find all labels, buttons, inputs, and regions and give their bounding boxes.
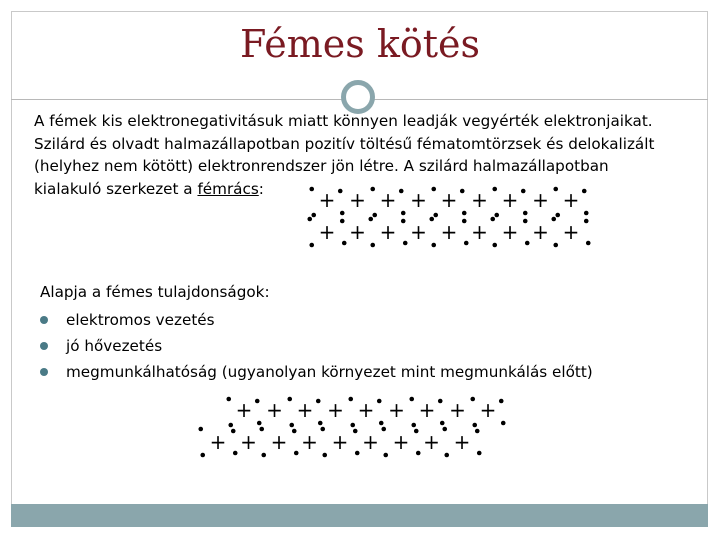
electron-dot — [431, 187, 436, 192]
metal-ion: + — [479, 398, 497, 422]
footer-bar — [11, 504, 708, 527]
metal-ion: + — [453, 430, 471, 454]
intro-line-4-suffix: : — [258, 179, 264, 198]
property-text: jó hővezetés — [66, 337, 163, 355]
metal-ion: + — [418, 398, 436, 422]
electron-dot — [353, 429, 358, 434]
properties-list — [40, 307, 593, 385]
electron-dot — [259, 427, 264, 432]
electron-dot — [340, 211, 345, 216]
electron-dot — [460, 189, 465, 194]
metal-ion: + — [501, 188, 519, 212]
metal-ion: + — [410, 188, 427, 212]
electron-dot — [348, 397, 353, 402]
metal-ion: + — [388, 398, 405, 422]
electron-dot — [501, 421, 506, 426]
metal-ion: + — [270, 430, 288, 454]
electron-dot — [289, 423, 294, 428]
metal-ion: + — [349, 220, 366, 244]
property-text: megmunkálhatóság (ugyanolyan környezet mint megmunkálás előtt) — [66, 363, 593, 381]
metal-ion: + — [410, 220, 427, 244]
metal-ion: + — [501, 220, 519, 244]
electron-dot — [228, 423, 233, 428]
electron-dot — [320, 427, 325, 432]
electron-dot — [442, 427, 447, 432]
metal-ion: + — [471, 188, 488, 212]
electron-dot — [355, 451, 360, 456]
metal-ion: + — [532, 188, 549, 212]
electron-dot — [231, 429, 236, 434]
metal-ion: + — [357, 398, 375, 422]
electron-dot — [523, 219, 528, 224]
metal-ion: + — [562, 220, 580, 244]
metal-ion: + — [209, 430, 227, 454]
metal-ion: + — [240, 430, 257, 454]
bullet-icon — [40, 316, 48, 324]
electron-dot — [316, 399, 321, 404]
metal-ion: + — [440, 188, 458, 212]
electron-dot — [499, 399, 504, 404]
electron-dot — [340, 219, 345, 224]
electron-dot — [342, 241, 347, 246]
electron-dot — [586, 241, 591, 246]
electron-dot — [287, 397, 292, 402]
electron-dot — [307, 217, 312, 222]
metal-ion: + — [301, 430, 318, 454]
property-text: elektromos vezetés — [66, 311, 215, 329]
intro-line-2: Szilárd és olvadt halmazállapotban pozitív töltésű fématomtörzsek és delokalizált — [34, 134, 655, 153]
divider-ring-ornament — [341, 80, 375, 114]
electron-dot — [492, 243, 497, 248]
metal-ion: + — [266, 398, 283, 422]
electron-dot — [416, 451, 421, 456]
metal-ion: + — [392, 430, 410, 454]
properties-title: Alapja a fémes tulajdonságok: — [40, 283, 270, 301]
electron-dot — [584, 219, 589, 224]
electron-dot — [431, 243, 436, 248]
electron-dot — [261, 453, 266, 458]
electron-dot — [414, 429, 419, 434]
electron-dot — [521, 189, 526, 194]
electron-dot — [553, 243, 558, 248]
electron-dot — [584, 211, 589, 216]
electron-dot — [322, 453, 327, 458]
electron-dot — [472, 423, 477, 428]
electron-dot — [555, 213, 560, 218]
metal-ion: + — [327, 398, 344, 422]
bullet-icon — [40, 368, 48, 376]
electron-dot — [318, 421, 323, 426]
electron-dot — [462, 219, 467, 224]
electron-dot — [338, 189, 343, 194]
electron-dot — [477, 451, 482, 456]
metal-ion: + — [318, 220, 336, 244]
electron-dot — [309, 243, 314, 248]
electron-dot — [370, 187, 375, 192]
intro-line-3: (helyhez nem kötött) elektronrendszer jön létre. A szilárd halmazállapotban — [34, 157, 609, 175]
electron-dot — [490, 217, 495, 222]
electron-dot — [409, 397, 414, 402]
metal-ion: + — [423, 430, 440, 454]
metal-ion: + — [440, 220, 458, 244]
electron-dot — [462, 211, 467, 216]
electron-dot — [582, 189, 587, 194]
electron-dot — [198, 427, 203, 432]
electron-dot — [311, 213, 316, 218]
electron-dot — [383, 453, 388, 458]
electron-dot — [492, 187, 497, 192]
metal-ion: + — [471, 220, 488, 244]
metal-lattice-diagram-1 — [305, 186, 605, 248]
electron-dot — [255, 399, 260, 404]
metal-ion: + — [449, 398, 466, 422]
electron-dot — [475, 429, 480, 434]
metal-ion: + — [349, 188, 366, 212]
bullet-icon — [40, 342, 48, 350]
property-item — [40, 307, 593, 333]
electron-dot — [464, 241, 469, 246]
electron-dot — [401, 211, 406, 216]
metal-ion: + — [296, 398, 314, 422]
metal-ion: + — [331, 430, 349, 454]
electron-dot — [470, 397, 475, 402]
property-item — [40, 333, 593, 359]
electron-dot — [309, 187, 314, 192]
electron-dot — [200, 453, 205, 458]
electron-dot — [401, 219, 406, 224]
electron-dot — [292, 429, 297, 434]
electron-dot — [411, 423, 416, 428]
electron-dot — [523, 211, 528, 216]
metal-ion: + — [318, 188, 336, 212]
intro-line-4-prefix: kialakuló szerkezet a — [34, 179, 198, 198]
metal-ion: + — [379, 188, 397, 212]
electron-dot — [433, 213, 438, 218]
metal-ion: + — [562, 188, 580, 212]
electron-dot — [226, 397, 231, 402]
metal-ion: + — [532, 220, 549, 244]
electron-dot — [368, 217, 373, 222]
metal-ion: + — [235, 398, 253, 422]
slide-title: Fémes kötés — [239, 22, 481, 66]
femracs-link[interactable]: fémrács — [197, 179, 259, 198]
electron-dot — [444, 453, 449, 458]
electron-dot — [377, 399, 382, 404]
metal-ion: + — [362, 430, 379, 454]
electron-dot — [350, 423, 355, 428]
electron-dot — [551, 217, 556, 222]
intro-line-1: A fémek kis elektronegativitásuk miatt könnyen leadják vegyérték elektronjaikat. — [34, 112, 653, 130]
electron-dot — [381, 427, 386, 432]
electron-dot — [494, 213, 499, 218]
electron-dot — [370, 243, 375, 248]
electron-dot — [403, 241, 408, 246]
electron-dot — [429, 217, 434, 222]
electron-dot — [379, 421, 384, 426]
electron-dot — [553, 187, 558, 192]
electron-dot — [233, 451, 238, 456]
property-item — [40, 359, 593, 385]
electron-dot — [294, 451, 299, 456]
electron-dot — [372, 213, 377, 218]
metal-ion: + — [379, 220, 397, 244]
electron-dot — [438, 399, 443, 404]
electron-dot — [399, 189, 404, 194]
electron-dot — [525, 241, 530, 246]
electron-dot — [257, 421, 262, 426]
metal-lattice-diagram-2 — [196, 396, 496, 458]
electron-dot — [440, 421, 445, 426]
